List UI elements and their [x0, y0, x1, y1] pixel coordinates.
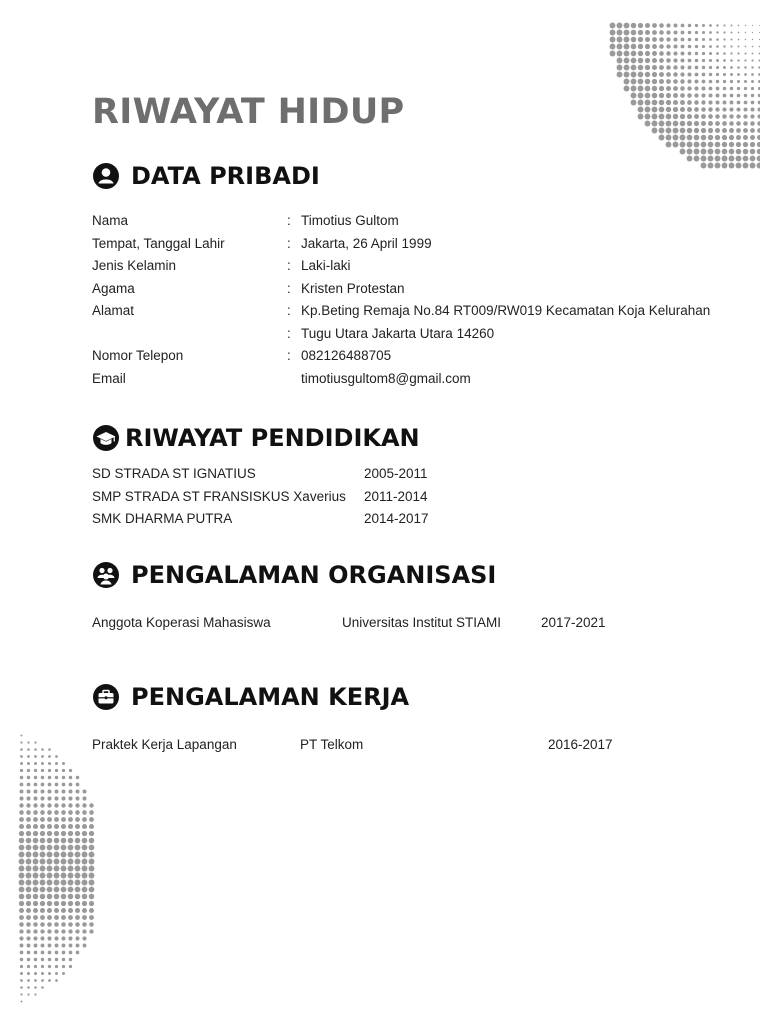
personal-value: Laki-laki: [301, 258, 351, 273]
personal-colon: :: [287, 236, 291, 251]
personal-label: Tempat, Tanggal Lahir: [92, 236, 225, 251]
section-pengalaman-organisasi: [92, 561, 496, 589]
education-school: SMK DHARMA PUTRA: [92, 511, 233, 526]
education-years: 2011-2014: [364, 489, 428, 504]
personal-colon: :: [287, 281, 291, 296]
organization-place: Universitas Institut STIAMI: [342, 615, 502, 630]
personal-value: Timotius Gultom: [301, 213, 399, 228]
personal-value: Tugu Utara Jakarta Utara 14260: [301, 326, 495, 341]
personal-label: Nomor Telepon: [92, 348, 184, 363]
page-title: RIWAYAT HIDUP: [92, 92, 405, 132]
personal-value: timotiusgultom8@gmail.com: [301, 371, 471, 386]
personal-label: Agama: [92, 281, 135, 296]
work-years: 2016-2017: [548, 737, 613, 752]
section-heading: PENGALAMAN ORGANISASI: [131, 561, 497, 589]
personal-value: Kristen Protestan: [301, 281, 405, 296]
halftone-decoration-bottom-left: [18, 718, 98, 1008]
work-role: Praktek Kerja Lapangan: [92, 737, 237, 752]
organization-role: Anggota Koperasi Mahasiswa: [92, 615, 271, 630]
personal-colon: :: [287, 213, 291, 228]
personal-colon: :: [287, 303, 291, 318]
personal-label: Email: [92, 371, 126, 386]
halftone-decoration-top-right: [560, 22, 760, 172]
section-riwayat-pendidikan: [92, 424, 420, 452]
section-heading: RIWAYAT PENDIDIKAN: [125, 424, 420, 452]
personal-label: Nama: [92, 213, 129, 228]
section-heading: DATA PRIBADI: [131, 162, 320, 190]
personal-label: Alamat: [92, 303, 135, 318]
education-years: 2005-2011: [364, 466, 428, 481]
education-school: SMP STRADA ST FRANSISKUS Xaverius: [92, 489, 346, 504]
education-years: 2014-2017: [364, 511, 429, 526]
personal-value: 082126488705: [301, 348, 392, 363]
education-school: SD STRADA ST IGNATIUS: [92, 466, 256, 481]
personal-value: Jakarta, 26 April 1999: [301, 236, 432, 251]
personal-colon: :: [287, 348, 291, 363]
organization-years: 2017-2021: [541, 615, 606, 630]
personal-colon: :: [287, 258, 291, 273]
section-pengalaman-kerja: [92, 683, 409, 711]
group-icon: [92, 561, 120, 589]
user-icon: [92, 162, 120, 190]
personal-colon: :: [287, 326, 291, 341]
section-data-pribadi: [92, 162, 320, 190]
section-heading: PENGALAMAN KERJA: [131, 683, 410, 711]
briefcase-icon: [92, 683, 120, 711]
personal-label: Jenis Kelamin: [92, 258, 177, 273]
personal-value: Kp.Beting Remaja No.84 RT009/RW019 Kecamatan Koja Kelurahan: [301, 303, 711, 318]
graduation-cap-icon: [92, 424, 120, 452]
work-place: PT Telkom: [300, 737, 364, 752]
